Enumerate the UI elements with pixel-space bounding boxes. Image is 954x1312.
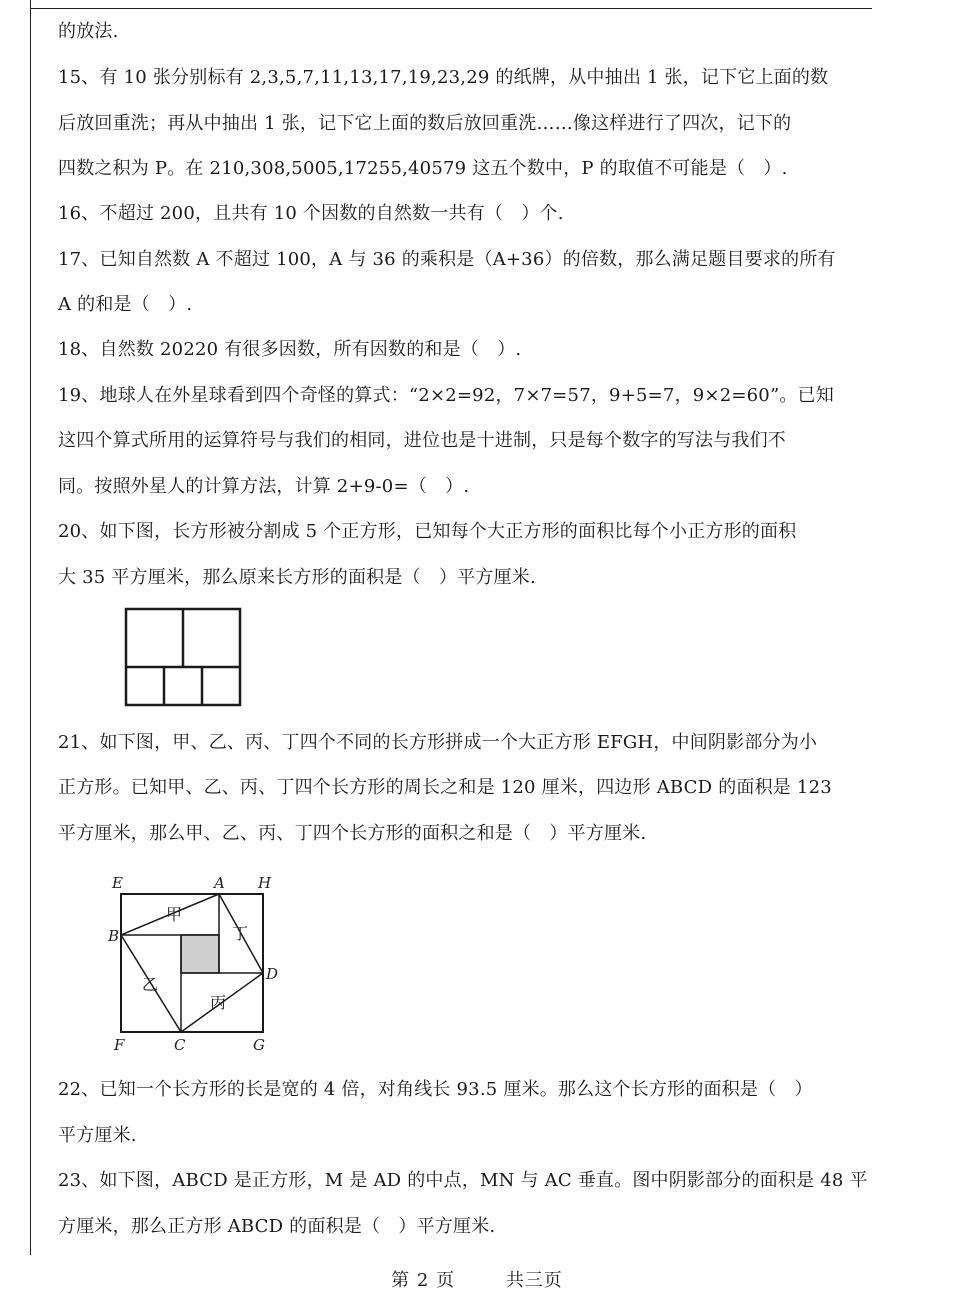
figure-20-rectangle-squares bbox=[120, 603, 250, 713]
question-20-line-1: 20、如下图，长方形被分割成 5 个正方形，已知每个大正方形的面积比每个小正方形的面积 bbox=[58, 521, 797, 542]
question-19-line-1: 19、地球人在外星球看到四个奇怪的算式：“2×2=92，7×7=57，9+5=7，9×2=60”。已知 bbox=[58, 385, 834, 406]
figure-21-shaded-square bbox=[181, 935, 219, 973]
left-margin-line bbox=[30, 0, 31, 1255]
vertex-label-d: D bbox=[266, 965, 279, 983]
region-label-yi: 乙 bbox=[142, 975, 159, 994]
question-19-line-3: 同。按照外星人的计算方法，计算 2+9-0=（ ）. bbox=[58, 476, 470, 497]
question-23-line-2: 方厘米，那么正方形 ABCD 的面积是（ ）平方厘米. bbox=[58, 1216, 496, 1237]
text-line: 的放法. bbox=[58, 21, 119, 42]
region-label-jia: 甲 bbox=[166, 905, 183, 924]
region-label-ding: 丁 bbox=[232, 924, 249, 943]
vertex-label-f: F bbox=[114, 1036, 125, 1054]
page-number: 第 2 页 bbox=[391, 1270, 456, 1291]
question-21-line-3: 平方厘米，那么甲、乙、丙、丁四个长方形的面积之和是（ ）平方厘米. bbox=[58, 823, 647, 844]
question-18: 18、自然数 20220 有很多因数，所有因数的和是（ ）. bbox=[58, 339, 522, 360]
question-16: 16、不超过 200，且共有 10 个因数的自然数一共有（ ）个. bbox=[58, 203, 564, 224]
question-17-line-1: 17、已知自然数 A 不超过 100，A 与 36 的乘积是（A+36）的倍数，那么满足题目要求的所有 bbox=[58, 249, 836, 270]
vertex-label-c: C bbox=[174, 1036, 186, 1054]
vertex-label-g: G bbox=[253, 1036, 265, 1054]
total-pages: 共三页 bbox=[505, 1270, 563, 1291]
question-21-line-2: 正方形。已知甲、乙、丙、丁四个长方形的周长之和是 120 厘米，四边形 ABCD 的面积是 123 bbox=[58, 777, 832, 798]
page-footer bbox=[0, 1266, 954, 1292]
question-17-line-2: A 的和是（ ）. bbox=[58, 294, 193, 315]
question-23-line-1: 23、如下图，ABCD 是正方形，M 是 AD 的中点，MN 与 AC 垂直。图中阴影部分的面积是 48 平 bbox=[58, 1170, 868, 1191]
figure-21-square-efgh bbox=[108, 872, 283, 1057]
question-22-line-2: 平方厘米. bbox=[58, 1125, 137, 1146]
question-21-line-1: 21、如下图，甲、乙、丙、丁四个不同的长方形拼成一个大正方形 EFGH，中间阴影部分为小 bbox=[58, 732, 818, 753]
question-15-line-1: 15、有 10 张分别标有 2,3,5,7,11,13,17,19,23,29 的纸牌，从中抽出 1 张，记下它上面的数 bbox=[58, 67, 829, 88]
vertex-label-e: E bbox=[112, 874, 123, 892]
question-15-line-3: 四数之积为 P。在 210,308,5005,17255,40579 这五个数中，P 的取值不可能是（ ）. bbox=[58, 158, 788, 179]
top-border-line bbox=[30, 8, 872, 9]
question-20-line-2: 大 35 平方厘米，那么原来长方形的面积是（ ）平方厘米. bbox=[58, 567, 536, 588]
question-19-line-2: 这四个算式所用的运算符号与我们的相同，进位也是十进制，只是每个数字的写法与我们不 bbox=[58, 430, 786, 451]
question-22-line-1: 22、已知一个长方形的长是宽的 4 倍，对角线长 93.5 厘米。那么这个长方形的面积是（ ） bbox=[58, 1079, 813, 1100]
region-label-bing: 丙 bbox=[210, 993, 227, 1012]
vertex-label-h: H bbox=[258, 874, 272, 892]
vertex-label-b: B bbox=[108, 927, 120, 945]
question-15-line-2: 后放回重洗；再从中抽出 1 张，记下它上面的数后放回重洗……像这样进行了四次，记下的 bbox=[58, 113, 792, 134]
vertex-label-a: A bbox=[214, 874, 225, 892]
